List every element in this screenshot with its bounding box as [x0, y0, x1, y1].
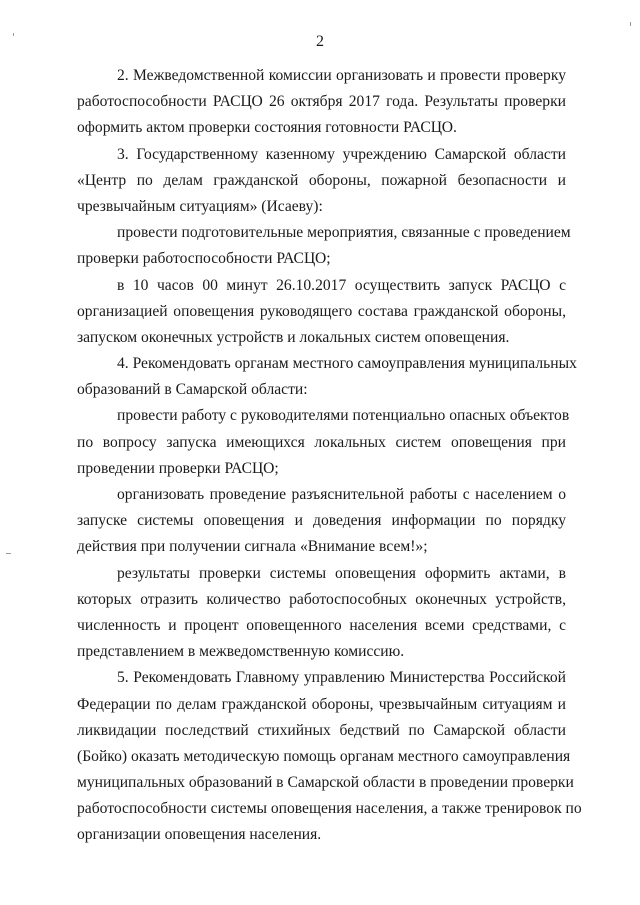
text-line: проведении проверки РАСЦО;: [77, 459, 279, 477]
text-line: образований в Самарской области:: [77, 381, 308, 399]
page-number: 2: [316, 33, 324, 50]
scan-mark: [13, 33, 14, 36]
text-line: в 10 часов 00 минут 26.10.2017 осуществить запуск РАСЦО с: [117, 276, 566, 294]
text-line: которых отразить количество работоспособных оконечных устройств,: [77, 590, 566, 608]
paragraph-item-4a: [77, 403, 570, 482]
scan-mark: [630, 22, 631, 26]
text-line: муниципальных образований в Самарской области в проведении проверки: [77, 774, 574, 792]
document-body: [77, 63, 582, 849]
paragraph-item-5: [77, 665, 582, 848]
text-line: организации оповещения населения.: [77, 826, 322, 844]
text-line: 5. Рекомендовать Главному управлению Министерства Российской: [117, 669, 566, 687]
paragraph-item-3a: [77, 220, 571, 272]
text-line: организовать проведение разъяснительной работы с населением о: [117, 486, 566, 503]
text-line: работоспособности системы оповещения населения, а также тренировок по: [77, 800, 582, 818]
text-line: 2. Межведомственной комиссии организовать и провести проверку: [117, 67, 566, 84]
text-line: 4. Рекомендовать органам местного самоуправления муниципальных: [117, 355, 577, 373]
paragraph-item-4: [77, 351, 577, 403]
text-line: ликвидации последствий стихийных бедствий по Самарской области: [77, 721, 566, 739]
text-line: результаты проверки системы оповещения оформить актами, в: [117, 564, 566, 582]
text-line: действия при получении сигнала «Внимание всем!»;: [77, 538, 428, 556]
text-line: представлением в межведомственную комиссию.: [77, 643, 405, 661]
paragraph-item-4c: [77, 561, 566, 666]
text-line: работоспособности РАСЦО 26 октября 2017 года. Результаты проверки: [77, 93, 566, 111]
text-line: проверки работоспособности РАСЦО;: [77, 250, 331, 268]
paragraph-item-3: [77, 142, 566, 221]
text-line: оформить актом проверки состояния готовности РАСЦО.: [77, 119, 457, 137]
paragraph-item-3b: [77, 273, 566, 352]
text-line: провести подготовительные мероприятия, связанные с проведением: [117, 224, 571, 242]
text-line: (Бойко) оказать методическую помощь органам местного самоуправления: [77, 747, 571, 765]
text-line: «Центр по делам гражданской обороны, пожарной безопасности и: [77, 171, 566, 189]
text-line: по вопросу запуска имеющихся локальных систем оповещения при: [77, 433, 566, 451]
paragraph-item-4b: [77, 482, 566, 561]
text-line: чрезвычайным ситуациям» (Исаеву):: [77, 197, 323, 215]
text-line: провести работу с руководителями потенциально опасных объектов: [117, 407, 570, 425]
text-line: запуске системы оповещения и доведения информации по порядку: [77, 512, 566, 530]
text-line: численность и процент оповещенного населения всеми средствами, с: [77, 616, 566, 634]
text-line: 3. Государственному казенному учреждению Самарской области: [117, 145, 566, 163]
scan-mark: [6, 553, 11, 554]
text-line: организацией оповещения руководящего состава гражданской обороны,: [77, 302, 566, 320]
paragraph-item-2: [77, 63, 566, 142]
text-line: запуском оконечных устройств и локальных систем оповещения.: [77, 328, 510, 346]
text-line: Федерации по делам гражданской обороны, чрезвычайным ситуациям и: [77, 695, 566, 713]
